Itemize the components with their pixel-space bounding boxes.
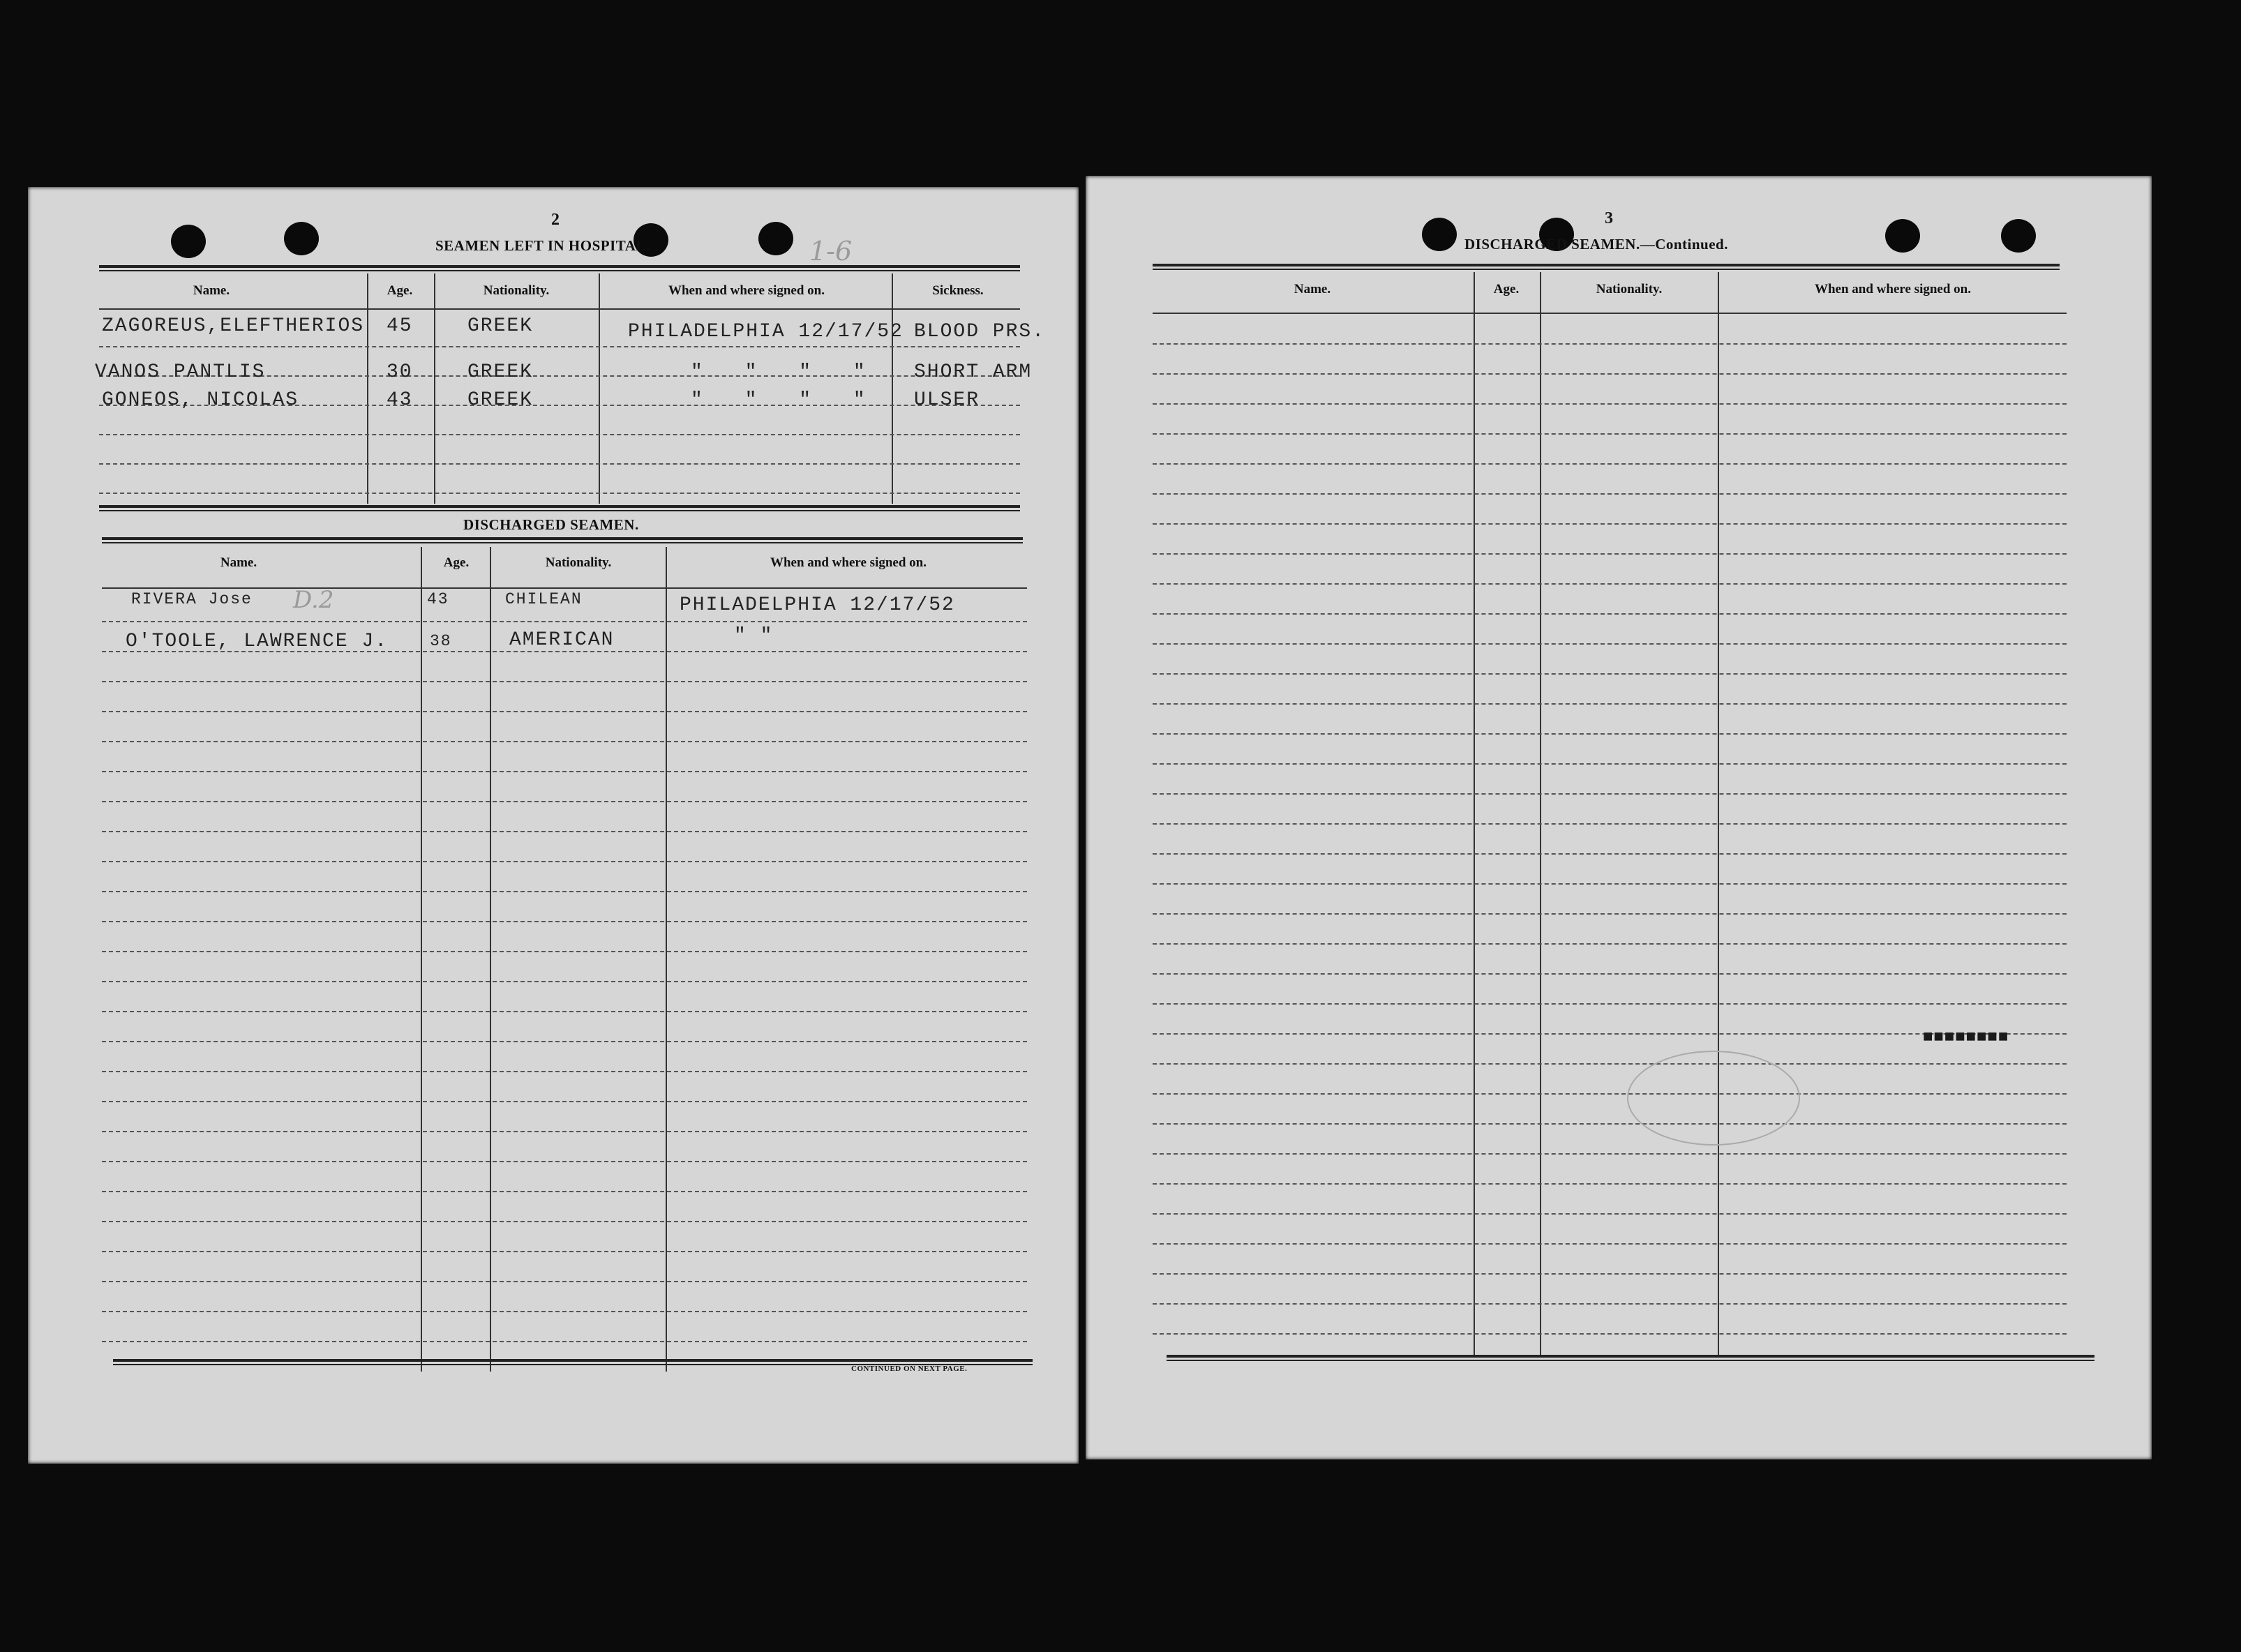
right-page [1086, 176, 2152, 1459]
hospital-name: VANOS PANTLIS [95, 361, 266, 383]
left-page [28, 187, 1079, 1464]
col-header-age: Age. [387, 283, 413, 298]
row-line [1153, 1213, 2067, 1215]
punch-hole [1422, 218, 1457, 251]
section-rule [102, 537, 1023, 543]
header-rule [102, 587, 1027, 589]
row-line [1153, 853, 2067, 855]
hospital-age: 43 [387, 389, 413, 411]
punch-hole [1885, 219, 1920, 253]
column-divider [421, 547, 422, 1372]
row-line [1153, 343, 2067, 345]
col-header-signed-on: When and where signed on. [1814, 282, 1971, 296]
col-header-nationality: Nationality. [1596, 282, 1663, 296]
row-line [102, 681, 1027, 682]
hospital-sickness: BLOOD PRS. [914, 321, 1046, 343]
row-line [1153, 973, 2067, 975]
row-line [1153, 1303, 2067, 1305]
row-line [1153, 523, 2067, 525]
column-divider [367, 273, 368, 504]
row-line [1153, 1243, 2067, 1245]
row-line [1153, 643, 2067, 645]
row-line [1153, 463, 2067, 465]
row-line [1153, 1093, 2067, 1095]
row-line [102, 1161, 1027, 1162]
row-line [102, 1341, 1027, 1342]
row-line [1153, 1063, 2067, 1065]
punch-hole [2001, 219, 2036, 253]
header-rule [99, 308, 1020, 310]
discharged-age: 43 [427, 590, 449, 608]
row-line [1153, 673, 2067, 675]
row-line [102, 861, 1027, 862]
table-top-rule [1153, 264, 2060, 270]
row-line [1153, 1123, 2067, 1125]
col-header-signed-on: When and where signed on. [770, 555, 927, 570]
row-line [1153, 793, 2067, 795]
col-header-sickness: Sickness. [932, 283, 984, 298]
col-header-nationality: Nationality. [545, 555, 612, 570]
row-line [99, 346, 1020, 347]
discharged-age: 38 [430, 632, 452, 650]
col-header-name: Name. [220, 555, 257, 570]
row-line [102, 1071, 1027, 1072]
table-bottom-rule [1167, 1355, 2094, 1361]
row-line [1153, 883, 2067, 885]
punch-hole [758, 222, 793, 255]
row-line [99, 463, 1020, 465]
row-line [1153, 403, 2067, 405]
column-divider [892, 273, 893, 504]
discharged-nationality: CHILEAN [505, 590, 583, 608]
row-line [1153, 943, 2067, 945]
page-number: 3 [1605, 209, 1613, 227]
col-header-name: Name. [193, 283, 230, 298]
hospital-sickness: SHORT ARM [914, 361, 1033, 383]
discharged-name: O'TOOLE, LAWRENCE J. [126, 631, 389, 652]
row-line [102, 1281, 1027, 1282]
discharged-signed-on: " " [734, 625, 774, 647]
row-line [1153, 613, 2067, 615]
column-divider [1474, 272, 1475, 1356]
hospital-name: ZAGOREUS,ELEFTHERIOS [102, 315, 365, 337]
row-line [1153, 1003, 2067, 1005]
row-line [1153, 493, 2067, 495]
header-rule [1153, 313, 2067, 314]
pencil-note: D.2 [293, 586, 334, 614]
row-line [1153, 823, 2067, 825]
hospital-nationality: GREEK [467, 361, 534, 383]
row-line [1153, 913, 2067, 915]
discharged-section-title: DISCHARGED SEAMEN. [463, 516, 639, 533]
row-line [102, 921, 1027, 922]
row-line [102, 831, 1027, 832]
discharged-continued-title: DISCHARGED SEAMEN.—Continued. [1464, 236, 1728, 253]
hospital-sickness: ULSER [914, 389, 980, 411]
hospital-signed-on: " " " " [691, 389, 880, 411]
hospital-age: 30 [387, 361, 413, 383]
col-header-name: Name. [1294, 282, 1331, 296]
hospital-signed-on: " " " " [691, 361, 880, 383]
faint-stamp [1627, 1051, 1800, 1146]
row-line [102, 1221, 1027, 1222]
discharged-nationality: AMERICAN [509, 629, 615, 651]
hospital-name: GONEOS, NICOLAS [102, 389, 299, 411]
hospital-section-title: SEAMEN LEFT IN HOSPITAL. [435, 237, 650, 254]
row-line [102, 1191, 1027, 1192]
continued-footer: CONTINUED ON NEXT PAGE. [851, 1365, 968, 1373]
row-line [102, 741, 1027, 742]
column-divider [599, 273, 600, 504]
col-header-signed-on: When and where signed on. [668, 283, 825, 298]
row-line [102, 711, 1027, 712]
row-line [102, 951, 1027, 952]
row-line [102, 1311, 1027, 1312]
col-header-age: Age. [1493, 282, 1520, 296]
column-divider [490, 547, 491, 1372]
column-divider [666, 547, 667, 1372]
row-line [102, 1131, 1027, 1132]
row-line [102, 981, 1027, 982]
row-line [1153, 373, 2067, 375]
page-number: 2 [551, 211, 560, 229]
hospital-signed-on: PHILADELPHIA 12/17/52 [628, 321, 904, 343]
pencil-note: 1-6 [809, 236, 853, 266]
row-line [102, 621, 1027, 622]
discharged-signed-on: PHILADELPHIA 12/17/52 [680, 594, 955, 616]
table-top-rule [99, 265, 1020, 271]
hospital-nationality: GREEK [467, 389, 534, 411]
row-line [1153, 703, 2067, 705]
row-line [102, 1251, 1027, 1252]
column-divider [434, 273, 435, 504]
row-line [99, 434, 1020, 435]
hospital-age: 45 [387, 315, 413, 337]
row-line [1153, 1333, 2067, 1335]
section-rule [99, 505, 1020, 511]
row-line [102, 1101, 1027, 1102]
discharged-name: RIVERA Jose [131, 590, 253, 608]
col-header-age: Age. [443, 555, 470, 570]
punch-hole [171, 225, 206, 258]
column-divider [1718, 272, 1719, 1356]
row-line [1153, 433, 2067, 435]
row-line [99, 493, 1020, 494]
row-line [1153, 583, 2067, 585]
punch-hole [284, 222, 319, 255]
row-line [102, 1011, 1027, 1012]
row-line [102, 801, 1027, 802]
row-line [102, 771, 1027, 772]
row-line [1153, 763, 2067, 765]
row-line [1153, 733, 2067, 735]
row-line [1153, 1273, 2067, 1275]
hospital-nationality: GREEK [467, 315, 534, 337]
col-header-nationality: Nationality. [483, 283, 550, 298]
column-divider [1540, 272, 1541, 1356]
row-line [102, 891, 1027, 892]
row-line [1153, 553, 2067, 555]
row-line [102, 1041, 1027, 1042]
ink-smudge: ■■■■■■■■ [1923, 1028, 2009, 1047]
row-line [1153, 1153, 2067, 1155]
row-line [1153, 1183, 2067, 1185]
